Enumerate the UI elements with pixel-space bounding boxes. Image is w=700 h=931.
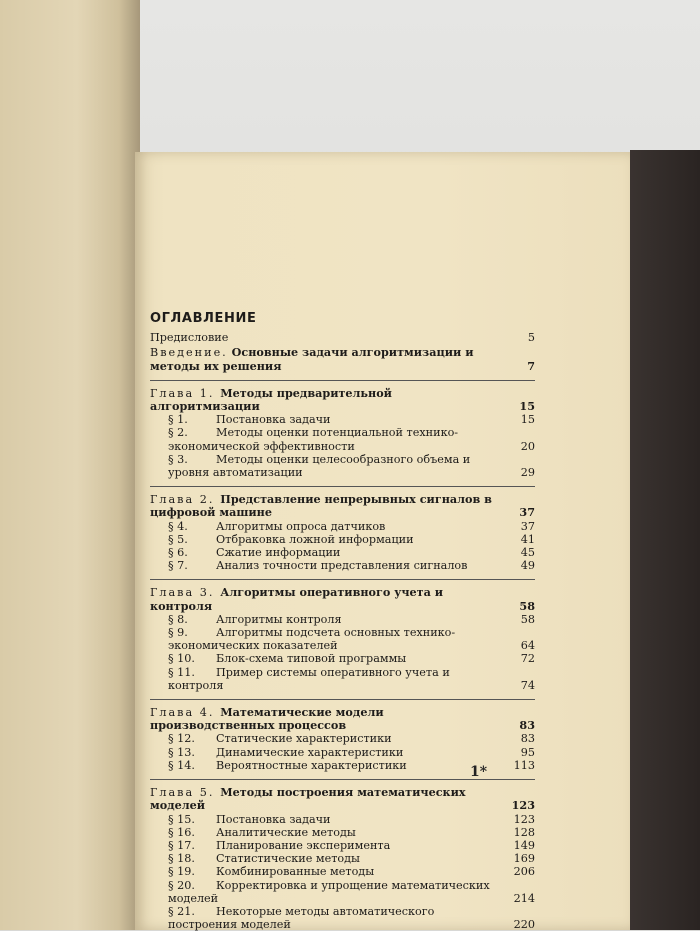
toc-section bbox=[150, 879, 535, 905]
chapter-label: Глава 3. bbox=[150, 586, 215, 600]
toc-section bbox=[150, 520, 535, 533]
page-number: 29 bbox=[520, 466, 535, 480]
section-number: § 11. bbox=[168, 665, 195, 679]
page-number: 72 bbox=[520, 652, 535, 666]
section-title: Алгоритмы контроля bbox=[216, 612, 342, 626]
section-title: Динамические характеристики bbox=[216, 745, 404, 759]
toc-section bbox=[150, 826, 535, 839]
page-number: 220 bbox=[513, 918, 535, 931]
page-number: 15 bbox=[519, 399, 535, 414]
section-number: § 13. bbox=[168, 745, 195, 759]
page-number: 128 bbox=[513, 825, 535, 839]
section-title: Методы оценки потенциальной технико-экономической эффективности bbox=[168, 426, 459, 453]
section-number: § 18. bbox=[168, 852, 195, 866]
toc-section bbox=[150, 626, 535, 652]
section-number: § 2. bbox=[168, 426, 188, 440]
page-number: 64 bbox=[520, 639, 535, 653]
page-number: 123 bbox=[511, 798, 535, 813]
section-number: § 8. bbox=[168, 612, 188, 626]
toc-entry-preface: Предисловие 5 bbox=[150, 331, 535, 345]
chapter-title: Алгоритмы оперативного учета и контроля bbox=[150, 585, 444, 613]
section-title: Некоторые методы автоматического построения моделей bbox=[168, 904, 435, 931]
chapter-label: Глава 1. bbox=[150, 386, 215, 400]
page-number: 15 bbox=[520, 413, 535, 427]
toc-section bbox=[150, 453, 535, 479]
page-number: 37 bbox=[520, 519, 535, 533]
chapter-label: Глава 4. bbox=[150, 706, 215, 720]
chapter-separator bbox=[150, 579, 535, 580]
section-number: § 6. bbox=[168, 546, 188, 560]
section-number: § 4. bbox=[168, 519, 188, 533]
page-number: 95 bbox=[520, 745, 535, 759]
toc-section bbox=[150, 533, 535, 546]
toc-section bbox=[150, 666, 535, 692]
left-page bbox=[0, 0, 140, 930]
toc-chapter-3 bbox=[150, 586, 535, 612]
section-number: § 12. bbox=[168, 732, 195, 746]
toc-section bbox=[150, 905, 535, 931]
page-number: 83 bbox=[520, 732, 535, 746]
toc-section bbox=[150, 426, 535, 452]
page-number: 113 bbox=[513, 758, 535, 772]
section-title: Статистические методы bbox=[216, 852, 360, 866]
chapter-separator bbox=[150, 699, 535, 700]
right-page bbox=[135, 152, 630, 930]
section-title: Комбинированные методы bbox=[216, 865, 375, 879]
chapter-label: Глава 5. bbox=[150, 786, 215, 800]
toc-chapter-5 bbox=[150, 786, 535, 812]
section-title: Методы оценки целесообразного объема и уровня автоматизации bbox=[168, 452, 471, 480]
chapter-separator bbox=[150, 380, 535, 381]
section-title: Отбраковка ложной информации bbox=[216, 532, 414, 546]
page-number: 206 bbox=[513, 865, 535, 879]
page-number: 123 bbox=[513, 812, 535, 826]
section-number: § 14. bbox=[168, 758, 195, 772]
toc-chapter-4 bbox=[150, 706, 535, 732]
section-number: § 19. bbox=[168, 865, 195, 879]
page-number: 149 bbox=[513, 838, 535, 852]
section-number: § 20. bbox=[168, 878, 195, 892]
page-number: 58 bbox=[519, 598, 535, 613]
section-number: § 1. bbox=[168, 413, 188, 427]
table-of-contents bbox=[150, 312, 535, 931]
page-number: 5 bbox=[527, 331, 535, 345]
toc-section bbox=[150, 652, 535, 665]
chapter-separator bbox=[150, 486, 535, 487]
page-number: 83 bbox=[519, 718, 535, 733]
section-title: Блок-схема типовой программы bbox=[216, 652, 407, 666]
section-title: Постановка задачи bbox=[216, 413, 331, 427]
toc-section bbox=[150, 732, 535, 745]
toc-section bbox=[150, 852, 535, 865]
page-number: 37 bbox=[519, 505, 535, 520]
toc-section bbox=[150, 546, 535, 559]
section-title: Вероятностные характеристики bbox=[216, 758, 407, 772]
book-cover-edge bbox=[630, 150, 700, 930]
toc-title: ОГЛАВЛЕНИЕ bbox=[150, 311, 257, 326]
section-title: Постановка задачи bbox=[216, 812, 331, 826]
intro-title: Основные задачи алгоритмизации и методы их решения bbox=[150, 345, 474, 373]
chapter-label: Глава 2. bbox=[150, 493, 215, 507]
toc-section bbox=[150, 865, 535, 878]
page-number: 45 bbox=[520, 546, 535, 560]
section-title: Корректировка и упрощение математических моделей bbox=[168, 878, 490, 905]
chapter-title: Математические модели производственных процессов bbox=[150, 705, 384, 733]
section-title: Планирование эксперимента bbox=[216, 838, 391, 852]
toc-section bbox=[150, 746, 535, 759]
chapter-title: Методы предварительной алгоритмизации bbox=[150, 385, 392, 414]
toc-entry-intro bbox=[150, 346, 535, 372]
page-number: 214 bbox=[513, 891, 535, 905]
section-number: § 7. bbox=[168, 559, 188, 573]
toc-section bbox=[150, 613, 535, 626]
section-title: Алгоритмы подсчета основных технико-экономических показателей bbox=[168, 626, 456, 653]
page-number: 7 bbox=[527, 358, 535, 373]
intro-label: Введение. bbox=[150, 346, 228, 360]
section-number: § 10. bbox=[168, 652, 195, 666]
page-number: 20 bbox=[520, 439, 535, 453]
page-number: 74 bbox=[520, 678, 535, 692]
section-title: Аналитические методы bbox=[216, 825, 356, 839]
toc-chapter-1 bbox=[150, 387, 535, 413]
chapter-list bbox=[150, 380, 535, 931]
page-number: 169 bbox=[513, 852, 535, 866]
toc-section bbox=[150, 559, 535, 572]
toc-section bbox=[150, 813, 535, 826]
section-title: Алгоритмы опроса датчиков bbox=[216, 519, 386, 533]
section-title: Сжатие информации bbox=[216, 546, 341, 560]
page-number: 49 bbox=[520, 559, 535, 573]
signature-mark: 1* bbox=[470, 764, 488, 780]
chapter-title: Методы построения математических моделей bbox=[150, 785, 466, 813]
section-number: § 17. bbox=[168, 838, 195, 852]
section-number: § 5. bbox=[168, 532, 188, 546]
section-number: § 3. bbox=[168, 452, 188, 466]
page-number: 58 bbox=[520, 612, 535, 626]
section-title: Анализ точности представления сигналов bbox=[216, 559, 468, 573]
page-number: 41 bbox=[520, 532, 535, 546]
section-number: § 21. bbox=[168, 904, 195, 918]
section-number: § 15. bbox=[168, 812, 195, 826]
section-number: § 16. bbox=[168, 825, 195, 839]
section-title: Статические характеристики bbox=[216, 732, 392, 746]
chapter-title: Представление непрерывных сигналов в цифровой машине bbox=[150, 492, 492, 520]
toc-section bbox=[150, 839, 535, 852]
toc-section bbox=[150, 413, 535, 426]
section-number: § 9. bbox=[168, 626, 188, 640]
section-title: Пример системы оперативного учета и контроля bbox=[168, 665, 450, 692]
toc-chapter-2 bbox=[150, 493, 535, 519]
